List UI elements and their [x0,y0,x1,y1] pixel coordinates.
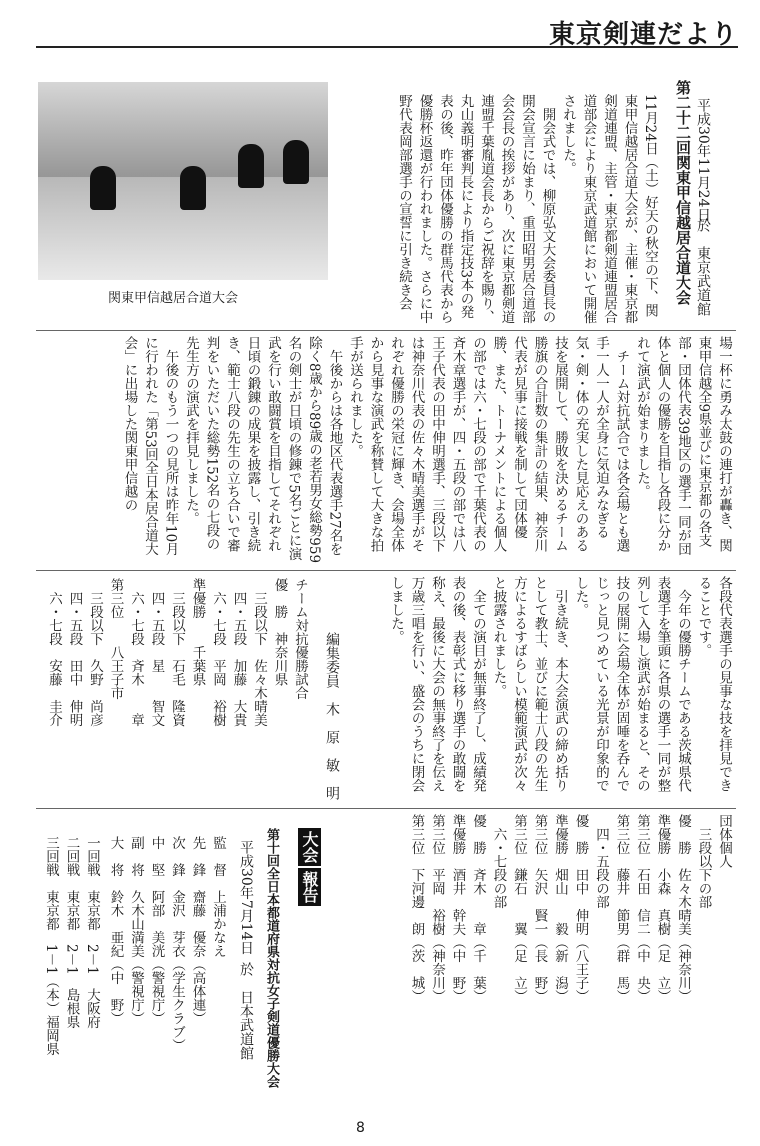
divider [36,330,736,331]
masthead: 東京剣連だより [548,20,738,50]
photo-figure [180,166,206,210]
tournament-photo [38,82,328,280]
event-report-badge [298,828,332,908]
article1-title: 第二十二回関東甲信越居合道大会 [674,80,692,305]
badge-top: 大会 [298,828,321,866]
article1-body-low: 各段代表選手の見事な技を拝見できることです。 今年の優勝チームである茨城県代表選手を筆頭に各県の選手一同が整列して入場し演武が始まると、その技の展開に会場全体が固唾を呑んでじっと見つめている光景が印象的でした。 引き続き、本大会演武の締め括りとして教士、並びに範士八段の先生方によるすばらしい模範演武が次々と披露されました。 全ての演目が無事終了し、成績発表の後、表彰式に移り選手の敢闘を称え、最後に大会の無事終了を伝え万歳三唱を行い、盛会のうちに閉会しました。 [388,576,732,792]
divider [36,570,736,571]
photo-caption: 関東甲信越居合道大会 [108,291,239,306]
photo-figure [283,140,309,184]
page-number: 8 [356,1120,365,1136]
photo-figure [238,144,264,188]
article2-roster: 監 督 上浦かなえ 先 鋒 齋藤 優奈（高体連） 次 鋒 金沢 芽衣（学生クラブ） 中 堅 阿部 美洸（警視庁） 副 将 久木山満美（警視庁） 大 将 鈴木 亜紀（中 野） [107,836,226,1052]
article2-date: 平成30年7月14日 [238,840,254,955]
article1-date: 平成30年11月24日 [695,98,711,222]
individual-results: 団体個人 三段以下の部 優 勝 佐々木晴美（神奈川） 準優勝 小森 真樹（足 立） 第三位 石田 信二（中 央） 第三位 藤井 節男（群 馬） 四・五段の部 優 勝 田中 伸明（八王子） 準優勝 畑山 毅（新 潟） 第三位 矢沢 賢一（長 野） 第三位 鎌石 翼（足 立） 六・七段の部 優 勝 斉木 章（千 葉） 準優勝 酒井 幹夫（中 野） 第三位 平岡 裕樹（神奈川） 第三位 下河邊 朗（茨 城） [408,814,732,1003]
badge-bottom: 報告 [298,868,321,906]
article2-venue: 於 日本武道館 [238,962,254,1060]
masthead-rule [36,46,738,48]
divider [36,808,736,809]
article2-matches: 一回戦 東京都 2－1 大阪府 二回戦 東京都 2－1 島根県 三回戦 東京都 1－1（本）福岡県 [43,836,100,1056]
editor-credit: 編集委員 木 原 敏 明 [324,632,340,800]
article1-venue: 於 東京武道館 [695,218,711,316]
team-results: チーム対抗優勝試合 優 勝 神奈川県 三段以下 佐々木晴美 四・五段 加藤 大貴 六・七段 平岡 裕樹 準優勝 千葉県 三段以下 石毛 隆資 四・五段 星 智文 六・七段 斉木 章 第三位 八王子市 三段以下 久野 尚彦 四・五段 田中 伸明 六・七段 安藤 圭介 [46,578,308,727]
article1-body-mid: 場一杯に勇み太鼓の連打が轟き、関東甲信越全9県並びに東京都の各支部・団体代表39地区の選手一同が団体と個人の優勝を目指し各段に分かれて演武が始まりました。 チーム対抗試合では各会場とも選手一人一人が全身に気迫みなぎる気・剣・体の充実した見応えのある技を展開して、勝敗を決めるチーム勝旗の合計数の集計の結果、神奈川代表が見事に接戦を制して団体優勝、また、トーナメントによる個人の部では六・七段の部で千葉代表の斉木章選手が、四・五段の部では八王子代表の田中伸明選手、三段以下は神奈川代表の佐々木晴美選手がそれぞれ優勝の栄冠に輝き、会場全体から見事な演武を称賛して大きな拍手が送られました。 午後からは各地区代表選手27名を除く8歳から89歳の老若男女総勢959名の剣士が日頃の修錬で5名ごとに演武を行い敢闘賞を目指してそれぞれ日頃の鍛錬の成果を披露し、引き続き、範士八段の先生の立ち合いで審判をいただいた総勢152名の七段の先生方の演武を拝見しました。 午後のもう一つの見所は昨年10月に行われた「第53回全日本居合道大会」に出場した関東甲信越の [121,336,732,564]
article1-body-top: 11月24日（土）好天の秋空の下、関東甲信越居合道大会が、主催・東京都剣道連盟、主管・東京都剣道連盟居合道部会により東京武道館において開催されました。 開会式では、柳原弘文大会委員長の開会宣言に始まり、重田昭男居合道部会会長の挨拶があり、次に東京都剣道連盟千葉胤道会長からご祝辞を賜り、丸山義明審判長により指定技3本の発表の後、昨年団体優勝の群馬代表から優勝杯返還が行われました。さらに中野代表岡部選手の宣誓に引き続き会 [396,94,658,324]
photo-figure [90,166,116,210]
article2-title: 第十回全日本都道府県対抗女子剣道優勝大会 [264,828,279,1088]
